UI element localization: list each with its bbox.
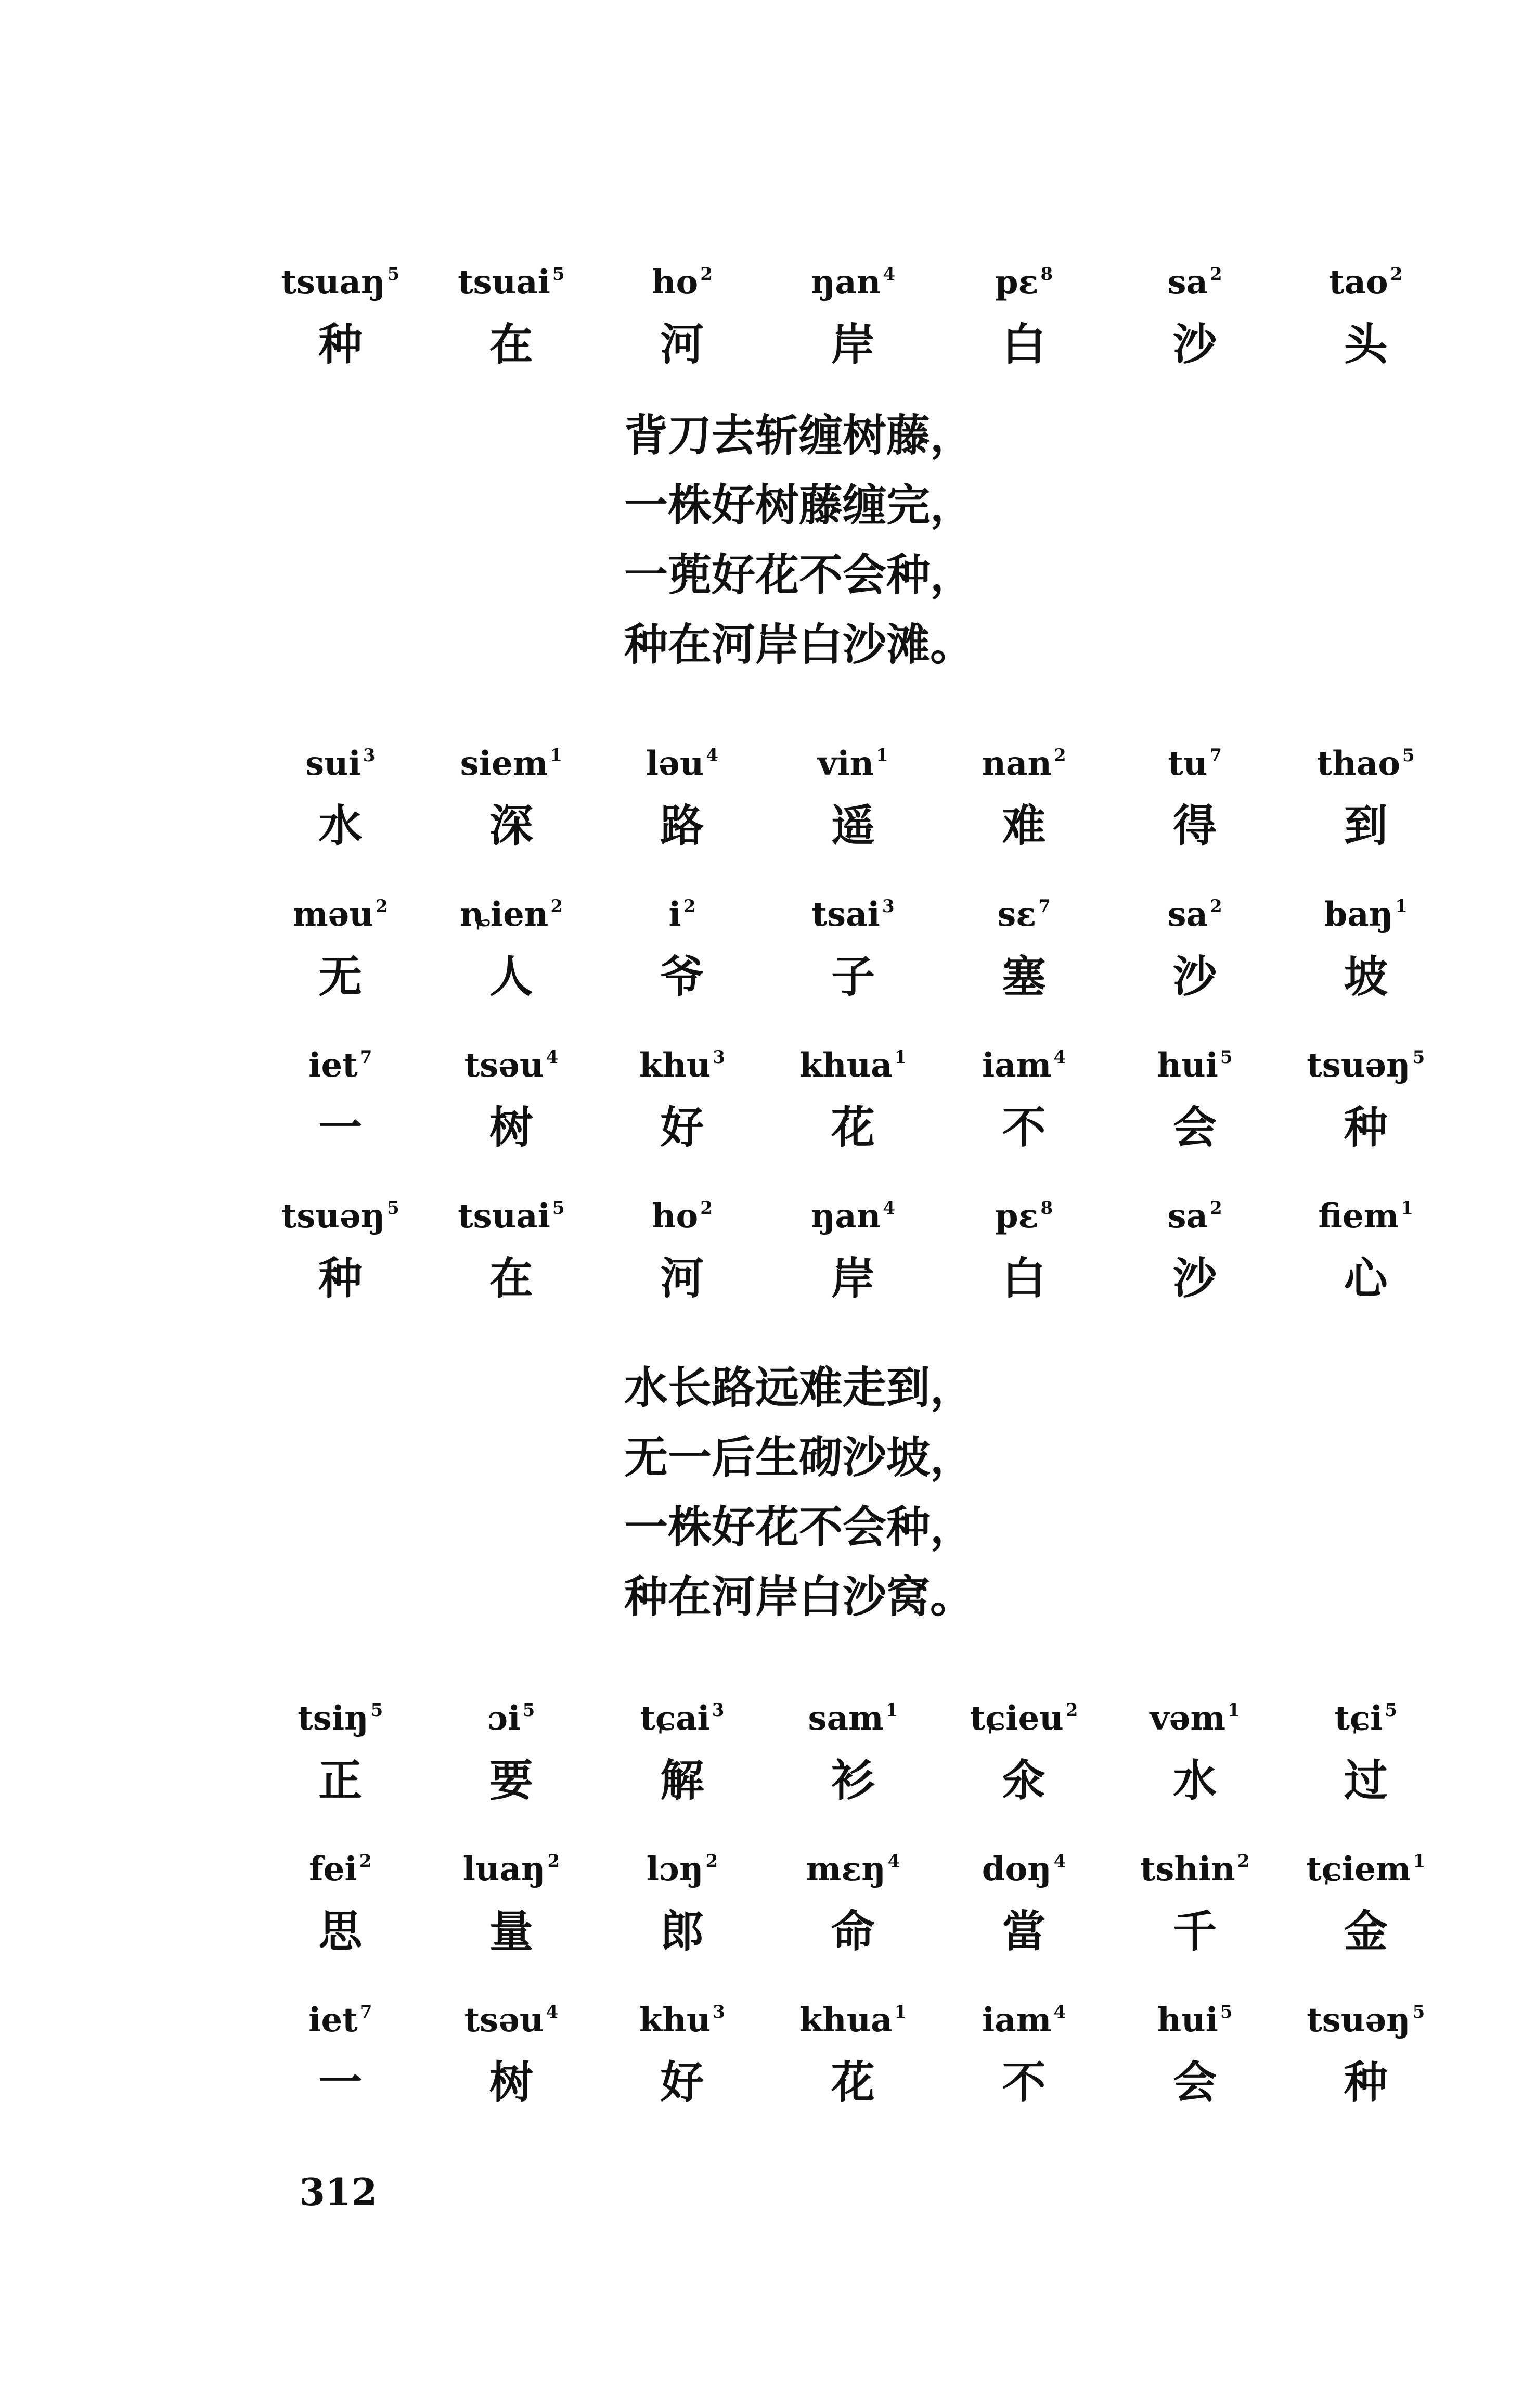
gloss-block-1 [255, 229, 1451, 380]
han-character: 难 [1002, 799, 1046, 851]
romanized-syllable: tsuəŋ $^5$ [1307, 2001, 1425, 2040]
han-character: 坡 [1344, 950, 1388, 1002]
romanized-syllable: tsəu $^4$ [464, 2001, 559, 2040]
han-character: 深 [489, 799, 533, 851]
han-character: 种 [1344, 2056, 1388, 2108]
verse-block-1 [624, 401, 1352, 680]
romanized-syllable: hui $^5$ [1157, 2001, 1233, 2040]
han-character: 种 [318, 318, 363, 370]
romanized-syllable: tao $^2$ [1329, 263, 1403, 302]
han-character: 塞 [1002, 950, 1046, 1002]
character-row [255, 2040, 1451, 2118]
romanized-syllable: pɛ $^8$ [995, 263, 1053, 302]
han-character: 得 [1173, 799, 1217, 851]
han-character: 心 [1344, 1252, 1388, 1304]
han-character: 命 [831, 1905, 875, 1957]
han-character: 河 [660, 318, 704, 370]
verse-line: 一株好花不会种， [624, 1501, 974, 1553]
han-character: 岸 [831, 1252, 875, 1304]
romanized-syllable: ho $^2$ [651, 263, 713, 302]
romanized-syllable: sui $^3$ [305, 744, 376, 783]
han-character: 到 [1344, 799, 1388, 851]
romanized-syllable: sam $^1$ [808, 1699, 898, 1738]
romanized-syllable: sa $^2$ [1167, 263, 1222, 302]
character-row [255, 1738, 1451, 1816]
han-character: 當 [1002, 1905, 1046, 1957]
han-character: 遥 [831, 799, 875, 851]
han-character: 岸 [831, 318, 875, 370]
romanization-row [255, 1967, 1451, 2040]
character-row [255, 302, 1451, 380]
han-character: 种 [318, 1252, 363, 1304]
han-character: 会 [1173, 2056, 1217, 2108]
romanization-row [255, 1816, 1451, 1889]
han-character: 郎 [660, 1905, 704, 1957]
romanized-syllable: luaŋ $^2$ [462, 1850, 560, 1889]
page-number: 312 [299, 2170, 378, 2214]
verse-block-2 [624, 1353, 1352, 1632]
han-character: 在 [489, 1252, 533, 1304]
han-character: 好 [660, 1101, 704, 1153]
romanized-syllable: fiem $^1$ [1318, 1197, 1414, 1236]
han-character: 在 [489, 318, 533, 370]
han-character: 一 [318, 2056, 363, 2108]
romanized-syllable: iet $^7$ [308, 2001, 372, 2040]
han-character: 白 [1002, 318, 1046, 370]
romanized-syllable: mɛŋ $^4$ [806, 1850, 900, 1889]
romanization-row [255, 861, 1451, 934]
verse-line: 背刀去斩缠树藤， [624, 409, 974, 461]
romanized-syllable: tɕai $^3$ [640, 1699, 725, 1738]
romanized-syllable: ŋan $^4$ [810, 1197, 896, 1236]
verse-line: 种在河岸白沙滩。 [624, 619, 974, 670]
han-character: 树 [489, 1101, 533, 1153]
han-character: 沙 [1173, 318, 1217, 370]
character-row [255, 783, 1451, 861]
romanized-syllable: tu $^7$ [1168, 744, 1222, 783]
romanized-syllable: thao $^5$ [1316, 744, 1415, 783]
romanized-syllable: tsiŋ $^5$ [298, 1699, 383, 1738]
han-character: 不 [1002, 1101, 1046, 1153]
han-character: 树 [489, 2056, 533, 2108]
han-character: 路 [660, 799, 704, 851]
han-character: 种 [1344, 1101, 1388, 1153]
romanized-syllable: sa $^2$ [1167, 895, 1222, 934]
han-character: 水 [1173, 1754, 1217, 1806]
han-character: 花 [831, 2056, 875, 2108]
han-character: 人 [489, 950, 533, 1002]
romanized-syllable: tsuəŋ $^5$ [1307, 1046, 1425, 1085]
romanized-syllable: tsuai $^5$ [458, 1197, 565, 1236]
han-character: 好 [660, 2056, 704, 2108]
character-row [255, 934, 1451, 1012]
han-character: 会 [1173, 1101, 1217, 1153]
gloss-block-3 [255, 1665, 1451, 2118]
verse-line: 一株好树藤缠完， [624, 479, 974, 531]
han-character: 思 [318, 1905, 363, 1957]
romanized-syllable: tsəu $^4$ [464, 1046, 559, 1085]
romanized-syllable: nan $^2$ [982, 744, 1066, 783]
romanized-syllable: pɛ $^8$ [995, 1197, 1053, 1236]
romanized-syllable: khua $^1$ [799, 2001, 907, 2040]
han-character: 不 [1002, 2056, 1046, 2108]
han-character: 要 [489, 1754, 533, 1806]
character-row [255, 1889, 1451, 1967]
character-row [255, 1236, 1451, 1314]
romanization-row [255, 1163, 1451, 1236]
han-character: 水 [318, 799, 363, 851]
romanized-syllable: ɔi $^5$ [487, 1699, 535, 1738]
han-character: 沙 [1173, 950, 1217, 1002]
romanized-syllable: sɛ $^7$ [997, 895, 1051, 934]
romanized-syllable: vəm $^1$ [1150, 1699, 1240, 1738]
romanized-syllable: khu $^3$ [639, 1046, 725, 1085]
han-character: 白 [1002, 1252, 1046, 1304]
han-character: 量 [489, 1905, 533, 1957]
verse-line: 无一后生砌沙坡， [624, 1431, 974, 1483]
romanized-syllable: iam $^4$ [982, 2001, 1066, 2040]
romanized-syllable: baŋ $^1$ [1324, 895, 1408, 934]
romanized-syllable: lɔŋ $^2$ [646, 1850, 718, 1889]
gloss-block-2 [255, 710, 1451, 1314]
character-row [255, 1085, 1451, 1163]
han-character: 解 [660, 1754, 704, 1806]
romanized-syllable: hui $^5$ [1157, 1046, 1233, 1085]
romanized-syllable: ho $^2$ [651, 1197, 713, 1236]
han-character: 衫 [831, 1754, 875, 1806]
han-character: 头 [1344, 318, 1388, 370]
romanization-row [255, 1665, 1451, 1738]
romanized-syllable: tsuəŋ $^5$ [281, 1197, 399, 1236]
romanized-syllable: tshin $^2$ [1140, 1850, 1250, 1889]
han-character: 氽 [1002, 1754, 1046, 1806]
romanization-row [255, 229, 1451, 302]
romanized-syllable: siem $^1$ [460, 744, 563, 783]
han-character: 一 [318, 1101, 363, 1153]
han-character: 沙 [1173, 1252, 1217, 1304]
romanized-syllable: tsuaŋ $^5$ [281, 263, 400, 302]
romanized-syllable: fei $^2$ [309, 1850, 372, 1889]
romanized-syllable: khua $^1$ [799, 1046, 907, 1085]
verse-line: 一蔸好花不会种， [624, 549, 974, 600]
han-character: 过 [1344, 1754, 1388, 1806]
verse-line: 种在河岸白沙窝。 [624, 1571, 974, 1622]
romanized-syllable: iam $^4$ [982, 1046, 1066, 1085]
han-character: 千 [1173, 1905, 1217, 1957]
romanized-syllable: iet $^7$ [308, 1046, 372, 1085]
han-character: 花 [831, 1101, 875, 1153]
han-character: 正 [318, 1754, 363, 1806]
romanized-syllable: ŋan $^4$ [810, 263, 896, 302]
romanized-syllable: məu $^2$ [292, 895, 388, 934]
romanization-row [255, 1012, 1451, 1085]
romanized-syllable: ləu $^4$ [646, 744, 719, 783]
romanized-syllable: tɕi $^5$ [1334, 1699, 1397, 1738]
romanized-syllable: sa $^2$ [1167, 1197, 1222, 1236]
romanized-syllable: tɕieu $^2$ [970, 1699, 1078, 1738]
romanized-syllable: tsuai $^5$ [458, 263, 565, 302]
han-character: 金 [1344, 1905, 1388, 1957]
han-character: 爷 [660, 950, 704, 1002]
romanized-syllable: tsai $^3$ [811, 895, 895, 934]
romanized-syllable: vin $^1$ [818, 744, 888, 783]
romanized-syllable: doŋ $^4$ [982, 1850, 1066, 1889]
romanization-row [255, 710, 1451, 783]
romanized-syllable: ȵien $^2$ [459, 895, 563, 934]
romanized-syllable: khu $^3$ [639, 2001, 725, 2040]
verse-line: 水长路远难走到， [624, 1362, 974, 1413]
romanized-syllable: i $^2$ [668, 895, 696, 934]
romanized-syllable: tɕiem $^1$ [1306, 1850, 1426, 1889]
han-character: 子 [831, 950, 875, 1002]
han-character: 无 [318, 950, 363, 1002]
han-character: 河 [660, 1252, 704, 1304]
